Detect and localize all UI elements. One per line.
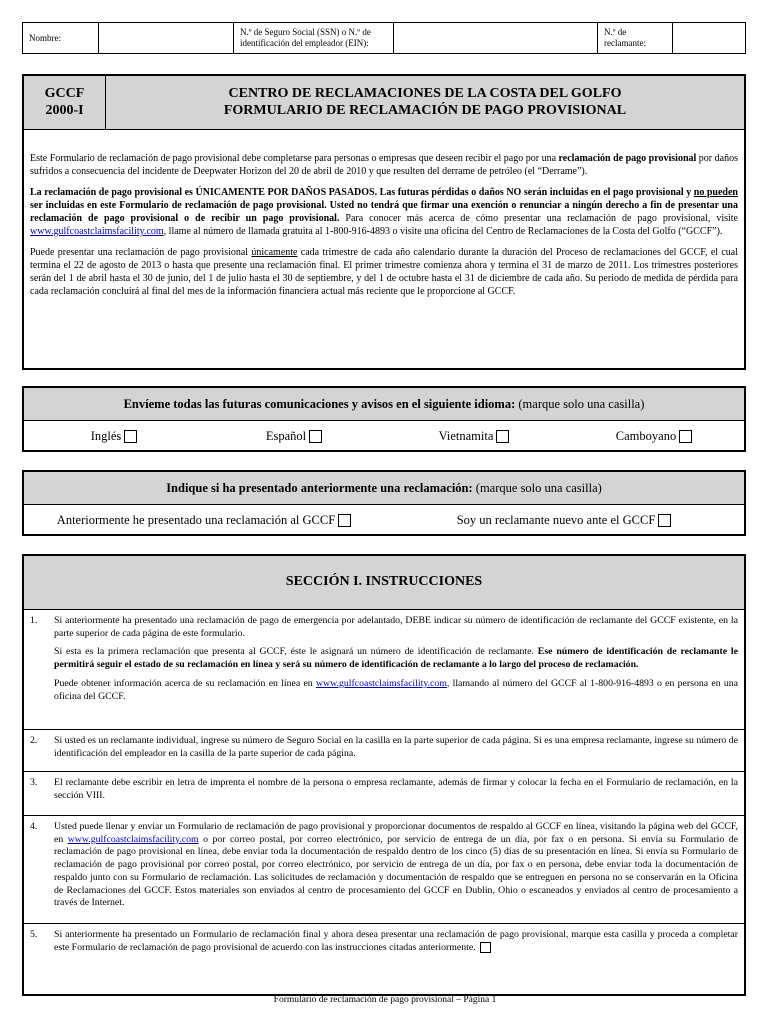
- form-header-box: [22, 74, 746, 370]
- gccf-website-link[interactable]: www.gulfcoastclaimsfacility.com: [67, 833, 199, 845]
- instruction-4-text-end: o por correo postal, por correo electrónico, por servicio de entrega de un día, por fax o en persona. Si envía su Formulario de reclamación de pago provisional en línea, debe enviar toda la documentación de respaldo dentro de los cinco (5) días de su presentación en línea. Si envía su Formulario de reclamación de pago provisional por correo postal, por correo electrónico, por servicio de entrega de un día, por fax o en persona, debe enviar toda la documentación de respaldo junto con su Formulario de reclamación. Las solicitudes de reclamación y documentación de respaldo que se entreguen en persona no se conservarán en la Oficina de Reclamaciones del GCCF. Estos materiales son enviados al centro de procesamiento del GCCF en Dublin, Ohio o escaneados y enviados al centro de procesamiento a través de Internet.: [54, 833, 738, 909]
- instruction-1-para-1: Si anteriormente ha presentado una reclamación de pago de emergencia por adelantado, DEBE indicar su número de identificación de reclamante del GCCF existente, en la parte superior de cada página de este formulario.: [54, 615, 738, 639]
- instruction-item-2: [24, 730, 744, 772]
- previous-claim-heading: [24, 472, 744, 505]
- ssn-field[interactable]: [394, 23, 598, 53]
- new-claimant-checkbox[interactable]: [658, 514, 671, 527]
- instruction-number: 3.: [30, 777, 38, 788]
- page-footer: Formulario de reclamación de pago provisional – Página 1: [273, 995, 497, 1005]
- language-option-vietnamese: [384, 428, 564, 444]
- gccf-website-link[interactable]: www.gulfcoastclaimsfacility.com: [315, 677, 447, 689]
- intro-p2-text-end: , llame al número de llamada gratuita al 1-800-916-4893 o visite una oficina del Centro de Reclamaciones de la Costa del Golfo (“GCCF”).: [163, 226, 723, 237]
- intro-paragraph-3: [30, 246, 738, 298]
- instruction-1-p3-text-end: , llamando al número del GCCF al 1-800-916-4893 o en persona en una oficina del GCCF.: [54, 677, 738, 702]
- previous-claim-heading-bold: Indique si ha presentado anteriormente una reclamación:: [166, 480, 473, 495]
- intro-p3-text: Puede presentar una reclamación de pago provisional: [30, 247, 252, 258]
- instruction-2-text: Si usted es un reclamante individual, ingrese su número de Seguro Social en la casilla en la parte superior de cada página. Si es una empresa reclamante, ingrese su número de identificación del empleador en la casilla de la parte superior de cada página.: [54, 735, 738, 759]
- instruction-number: 5.: [30, 929, 38, 940]
- instruction-1-para-2: [54, 646, 738, 671]
- intro-p1-bold: reclamación de pago provisional: [558, 153, 697, 164]
- instruction-5-body: [54, 929, 738, 980]
- intro-p3-underline: únicamente: [251, 247, 298, 258]
- language-vietnamese-checkbox[interactable]: [496, 430, 509, 443]
- instruction-5-text: Si anteriormente ha presentado un Formulario de reclamación final y ahora desea presentar una reclamación de pago provisional, marque esta casilla y proceda a completar este Formulario de reclamación de pago provisional de acuerdo con las instrucciones citadas anteriormente.: [54, 929, 738, 953]
- instruction-1-p3-text: Puede obtener información acerca de su reclamación en línea en: [54, 677, 316, 689]
- language-spanish-label: Español: [265, 428, 307, 443]
- option-previous-claimant: [24, 512, 384, 528]
- instruction-item-1: [24, 610, 744, 730]
- language-option-cambodian: [564, 428, 744, 444]
- language-options: [24, 421, 744, 451]
- intro-p1-text: Este Formulario de reclamación de pago provisional debe completarse para personas o empresas que deseen recibir el pago por una: [30, 153, 559, 164]
- instruction-3-text: El reclamante debe escribir en letra de imprenta el nombre de la persona o empresa reclamante, además de firmar y colocar la fecha en el Formulario de reclamación, en la sección VIII.: [54, 777, 738, 801]
- intro-p2-bold: La reclamación de pago provisional es ÚNICAMENTE POR DAÑOS PASADOS. Las futuras pérdidas o daños NO serán incluidas en el pago provisional y: [30, 187, 694, 198]
- gccf-website-link[interactable]: www.gulfcoastclaimsfacility.com: [30, 226, 164, 237]
- instruction-number: 1.: [30, 615, 38, 626]
- previous-claim-options: [24, 505, 744, 535]
- ssn-label: N.º de Seguro Social (SSN) o N.º de identificación del empleador (EIN):: [234, 23, 394, 53]
- section-1-title: SECCIÓN I. INSTRUCCIONES: [24, 556, 744, 610]
- intro-p2-bold-end: ser incluidas en este Formulario de reclamación de pago provisional. Usted no tendrá que firmar una exención o renunciar a ningún derecho a fin de presentar una reclamación de pago provisional o de recibir un pago provisional.: [30, 200, 738, 224]
- form-title-line2: FORMULARIO DE RECLAMACIÓN DE PAGO PROVISIONAL: [223, 102, 627, 118]
- language-english-label: Inglés: [90, 428, 122, 443]
- language-preference-box: [22, 386, 746, 452]
- claimant-id-table: [22, 22, 746, 54]
- name-field[interactable]: [99, 23, 234, 53]
- instruction-item-4: [24, 816, 744, 924]
- language-english-checkbox[interactable]: [124, 430, 137, 443]
- final-claim-checkbox[interactable]: [480, 942, 491, 953]
- instruction-4-text-start: Usted puede llenar y enviar un Formulario de reclamación de pago provisional y proporcionar documentos de respaldo al GCCF en línea, visitando la página web del GCCF, en: [54, 821, 738, 845]
- language-heading: [24, 388, 744, 421]
- intro-p2-underline: no pueden: [693, 187, 738, 198]
- form-header-bar: [24, 76, 744, 130]
- language-option-spanish: [204, 428, 384, 444]
- instruction-1-para-3: [54, 678, 738, 703]
- intro-text: [24, 130, 744, 298]
- instruction-1-p2-bold: Ese número de identificación de reclamante le permitirá seguir el estado de su reclamación en línea y será su número de identificación de reclamante a lo largo del proceso de reclamación.: [54, 646, 738, 671]
- instruction-item-5: [24, 924, 744, 984]
- instruction-1-p2-text: Si esta es la primera reclamación que presenta al GCCF, éste le asignará un número de identificación de reclamante.: [54, 646, 538, 658]
- new-claimant-label: Soy un reclamante nuevo ante el GCCF: [456, 512, 656, 527]
- language-heading-note: (marque solo una casilla): [518, 396, 645, 411]
- form-title: [106, 76, 744, 129]
- form-code-line2: 2000-I: [45, 102, 84, 118]
- intro-p3-text-end: cada trimestre de cada año calendario durante la duración del Proceso de reclamaciones del GCCF, el cual termina el 22 de agosto de 2013 o hasta que presente una reclamación final. El primer trimestre comienza ahora y termina el 31 de marzo de 2011. Los trimestres posteriores serán del 1 de abril hasta el 30 de junio, del 1 de julio hasta el 30 de septiembre, y del 1 de octubre hasta el 31 de diciembre de cada año. Su periodo de medida de pérdida para cada reclamación concluirá al final del mes de la información financiera actual más reciente que le proporcione al GCCF.: [30, 247, 738, 297]
- language-cambodian-label: Camboyano: [615, 428, 677, 443]
- language-vietnamese-label: Vietnamita: [438, 428, 494, 443]
- instruction-item-3: [24, 772, 744, 816]
- language-option-english: [24, 428, 204, 444]
- intro-paragraph-1: [30, 152, 738, 178]
- language-spanish-checkbox[interactable]: [309, 430, 322, 443]
- form-code: [24, 76, 106, 129]
- intro-paragraph-2: [30, 186, 738, 238]
- instruction-4-text: [54, 821, 738, 919]
- language-cambodian-checkbox[interactable]: [679, 430, 692, 443]
- previous-claim-box: [22, 470, 746, 536]
- claimant-number-field[interactable]: [673, 23, 745, 53]
- previous-claimant-checkbox[interactable]: [338, 514, 351, 527]
- claimant-number-label: N.º de reclamante:: [598, 23, 673, 53]
- intro-p2-text: Para conocer más acerca de cómo presentar una reclamación de pago provisional, visite: [339, 213, 738, 224]
- instruction-number: 4.: [30, 821, 38, 832]
- previous-claim-heading-note: (marque solo una casilla): [475, 480, 602, 495]
- form-title-line1: CENTRO DE RECLAMACIONES DE LA COSTA DEL GOLFO: [228, 85, 622, 101]
- language-heading-bold: Envíeme todas las futuras comunicaciones y avisos en el siguiente idioma:: [123, 396, 516, 411]
- form-code-line1: GCCF: [44, 86, 85, 102]
- intro-p1-text-end: por daños sufridos a consecuencia del incidente de Deepwater Horizon del 20 de abril de 2010 y que resulten del derrame de petróleo (el “Derrame”).: [30, 153, 738, 177]
- instruction-number: 2.: [30, 735, 38, 746]
- option-new-claimant: [384, 512, 744, 528]
- section-1-instructions: [22, 554, 746, 996]
- name-label: Nombre:: [23, 23, 99, 53]
- previous-claimant-label: Anteriormente he presentado una reclamación al GCCF: [56, 512, 336, 527]
